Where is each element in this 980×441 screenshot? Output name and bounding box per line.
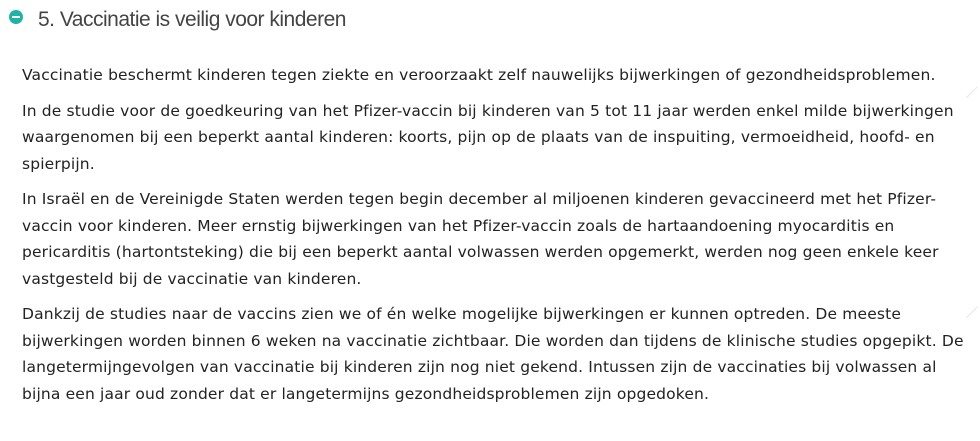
paragraph-3: In Israël en de Vereinigde Staten werden tegen begin december al miljoenen kinderen gevaccineerd met het Pfizer-vaccin voor kinderen. Meer ernstig bijwerkingen van het Pfizer-vaccin zoals de hartaandoening myocarditis en pericarditis (hartontsteking) die bij een beperkt aantal volwassen werden opgemerkt, werden nog geen enkele keer vastgesteld bij de vaccinatie van kinderen.	[22, 190, 939, 288]
faq-answer	[22, 62, 972, 407]
faq-title[interactable]: 5. Vaccinatie is veilig voor kinderen	[38, 8, 346, 31]
paragraph-2: In de studie voor de goedkeuring van het Pfizer-vaccin bij kinderen van 5 tot 11 jaar werden enkel milde bijwerkingen waargenomen bij een beperkt aantal kinderen: koorts, pijn op de plaats van de inspuiting, vermoeidheid, hoofd- en spierpijn.	[22, 101, 954, 173]
paragraph-4: Dankzij de studies naar de vaccins zien we of én welke mogelijke bijwerkingen er kunnen optreden. De meeste bijwerkingen worden binnen 6 weken na vaccinatie zichtbaar. Die worden dan tijdens de klinische studies opgepikt. De langetermijngevolgen van vaccinatie bij kinderen zijn nog niet gekend. Intussen zijn de vaccinaties bij volwassen al bijna een jaar oud zonder dat er langetermijns gezondheidsproblemen zijn opgedoken.	[22, 305, 964, 403]
minus-circle-icon[interactable]	[9, 10, 23, 24]
paragraph-1: Vaccinatie beschermt kinderen tegen ziekte en veroorzaakt zelf nauwelijks bijwerkingen of gezondheidsproblemen.	[22, 66, 936, 84]
faq-header[interactable]	[0, 0, 980, 42]
